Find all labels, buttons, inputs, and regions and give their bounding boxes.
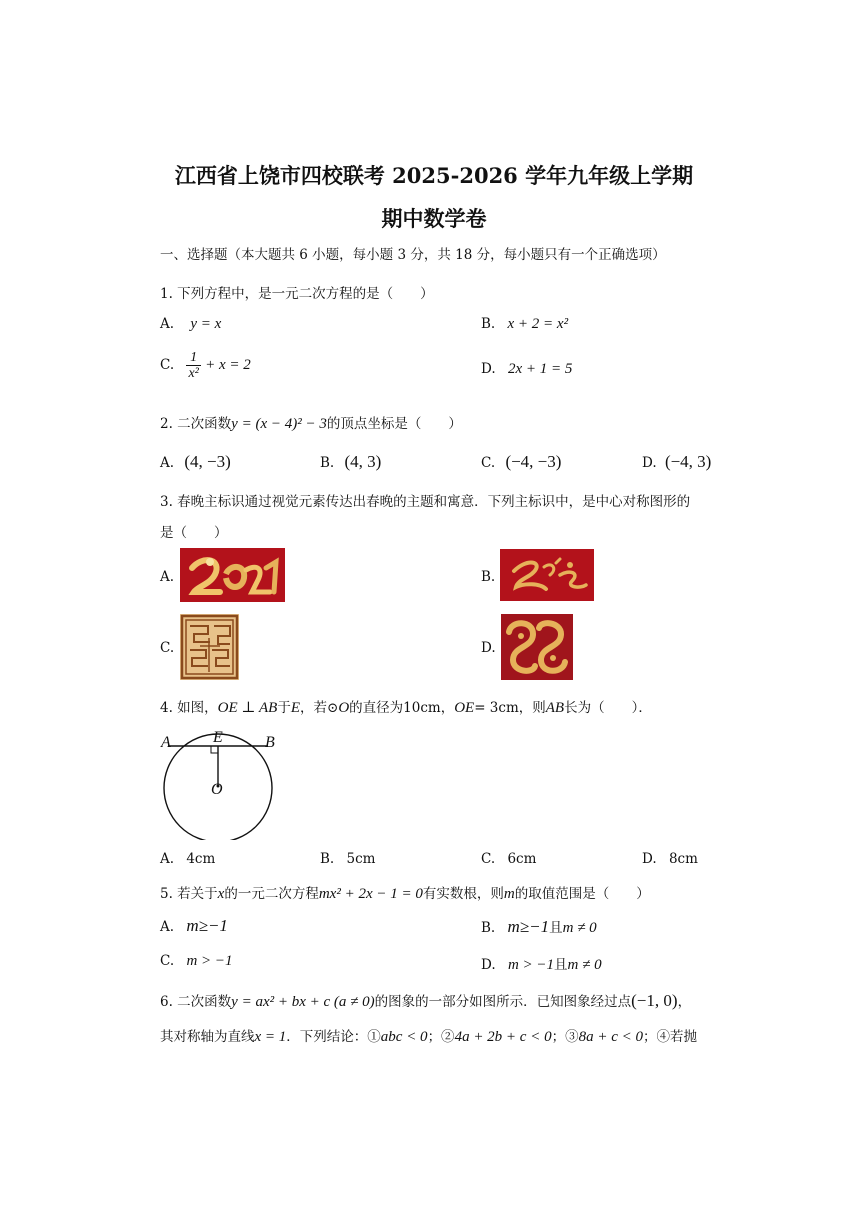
stem-math: E xyxy=(290,700,300,716)
option-value: 6cm xyxy=(507,851,537,867)
fraction xyxy=(186,350,200,381)
option-label: D. xyxy=(481,957,496,973)
option-math: m > −1 xyxy=(186,953,233,969)
option-math: (4, −3) xyxy=(184,452,231,471)
option-text: 且 xyxy=(549,920,563,936)
option-math: (4, 3) xyxy=(344,452,382,471)
figure-label-e: E xyxy=(213,729,223,746)
option-label: B. xyxy=(481,316,496,332)
stem-math: x xyxy=(217,886,225,902)
q4-stem xyxy=(160,696,652,717)
figure-label-b: B xyxy=(265,734,275,751)
stem-math: 4a + 2b + c < 0 xyxy=(454,1029,552,1045)
stem-text: = 3cm，则 xyxy=(474,700,546,716)
q2-option-b xyxy=(320,452,381,472)
option-label: C. xyxy=(481,455,496,471)
option-value: 4cm xyxy=(186,851,216,867)
stem-math: y = (x − 4)² − 3 xyxy=(231,416,327,432)
q1-option-a xyxy=(160,316,221,333)
title-line-1: 江西省上饶市四校联考 2025-2026 学年九年级上学期 xyxy=(174,163,694,188)
stem-text: 长为（ ）． xyxy=(564,700,652,716)
q6-line-1 xyxy=(160,990,691,1011)
option-label: D. xyxy=(642,455,657,471)
q2-option-a xyxy=(160,452,231,472)
q3-option-b-label: B. xyxy=(481,569,496,585)
stem-text: 6. 二次函数 xyxy=(160,994,232,1010)
option-label: A. xyxy=(160,919,175,935)
q1-option-b xyxy=(481,316,568,333)
stem-math: AB xyxy=(545,700,565,716)
q1-stem: 1. 下列方程中，是一元二次方程的是（ ） xyxy=(160,286,434,302)
option-value: 5cm xyxy=(346,851,376,867)
figure-label-o: O xyxy=(211,781,223,798)
logo-b-image xyxy=(500,549,594,601)
stem-math: O xyxy=(338,700,350,716)
q4-option-d xyxy=(642,851,698,867)
q1-option-c xyxy=(160,350,251,381)
stem-math: m xyxy=(503,886,515,902)
stem-text: ， xyxy=(677,994,692,1010)
stem-math: y = ax² + bx + c (a ≠ 0) xyxy=(231,994,375,1010)
q2-stem xyxy=(160,412,462,433)
stem-text: 的一元二次方程 xyxy=(224,886,319,902)
q2-option-c xyxy=(481,452,561,472)
stem-math: mx² + 2x − 1 = 0 xyxy=(318,886,423,902)
option-math: m ≠ 0 xyxy=(567,957,602,973)
stem-text: 2. 二次函数 xyxy=(160,416,232,432)
q3-stem-line-1: 3. 春晚主标识通过视觉元素传达出春晚的主题和寓意．下列主标识中，是中心对称图形的 xyxy=(160,494,691,510)
stem-math: 8a + c < 0 xyxy=(578,1029,643,1045)
q5-option-b xyxy=(481,916,597,937)
option-math: (−4, 3) xyxy=(664,452,712,471)
stem-math: OE xyxy=(454,700,475,716)
stem-text: ；④若抛 xyxy=(643,1029,697,1045)
option-math: 2x + 1 = 5 xyxy=(507,361,573,377)
option-math: m ≠ 0 xyxy=(562,920,597,936)
logo-a-image xyxy=(180,548,285,602)
q3-stem-line-2: 是（ ） xyxy=(160,525,228,541)
logo-c-image xyxy=(180,614,239,680)
q1-option-d xyxy=(481,361,572,378)
option-label: B. xyxy=(320,851,335,867)
stem-math: OE ⊥ AB xyxy=(217,700,278,716)
stem-math: x = 1 xyxy=(254,1029,287,1045)
option-label: A. xyxy=(160,455,175,471)
option-label: C. xyxy=(160,357,175,373)
option-label: C. xyxy=(481,851,496,867)
stem-text: ，若⊙ xyxy=(300,700,339,716)
option-label: D. xyxy=(481,361,496,377)
q5-stem xyxy=(160,882,650,903)
option-label: C. xyxy=(160,953,175,969)
stem-text: 的图象的一部分如图所示．已知图象经过点 xyxy=(374,994,632,1010)
q5-option-c xyxy=(160,953,233,970)
logo-d-image xyxy=(501,614,573,680)
option-text: 且 xyxy=(554,957,568,973)
q5-option-d xyxy=(481,953,602,974)
q6-line-2 xyxy=(160,1025,697,1046)
option-math: m≥−1 xyxy=(507,917,550,936)
option-label: D. xyxy=(642,851,657,867)
stem-text: 4. 如图， xyxy=(160,700,218,716)
q3-option-c-label: C. xyxy=(160,640,175,656)
q4-option-b xyxy=(320,851,375,867)
stem-text: ；③ xyxy=(551,1029,579,1045)
q3-option-d-label: D. xyxy=(481,640,496,656)
figure-label-a: A xyxy=(161,734,171,751)
option-math: y = x xyxy=(190,316,222,332)
option-math: m > −1 xyxy=(507,957,555,973)
stem-text: 的顶点坐标是（ ） xyxy=(326,416,462,432)
q4-option-c xyxy=(481,851,536,867)
stem-text: ；② xyxy=(427,1029,455,1045)
stem-text: 有实数根，则 xyxy=(422,886,504,902)
option-math: (−4, −3) xyxy=(505,452,562,471)
option-math: x + 2 = x² xyxy=(507,316,569,332)
option-math: + x = 2 xyxy=(205,357,251,373)
option-value: 8cm xyxy=(668,851,698,867)
option-label: A. xyxy=(160,851,175,867)
option-label: A. xyxy=(160,316,175,332)
fraction-denominator: x² xyxy=(188,366,199,381)
section-heading: 一、选择题（本大题共 6 小题，每小题 3 分，共 18 分，每小题只有一个正确选项） xyxy=(160,247,666,263)
stem-text: ．下列结论：① xyxy=(286,1029,381,1045)
q3-option-a-label: A. xyxy=(160,569,175,585)
title-line-2: 期中数学卷 xyxy=(381,206,487,231)
stem-math: abc < 0 xyxy=(380,1029,428,1045)
stem-text: 5. 若关于 xyxy=(160,886,218,902)
stem-text: 的取值范围是（ ） xyxy=(514,886,650,902)
option-math: m≥−1 xyxy=(186,916,228,935)
q4-option-a xyxy=(160,851,215,867)
q5-option-a xyxy=(160,916,228,936)
q2-option-d xyxy=(642,452,711,472)
option-label: B. xyxy=(320,455,335,471)
stem-text: 于 xyxy=(277,700,291,716)
fraction-numerator: 1 xyxy=(186,350,200,366)
stem-text: 的直径为10cm， xyxy=(349,700,455,716)
option-label: B. xyxy=(481,920,496,936)
stem-text: 其对称轴为直线 xyxy=(160,1029,255,1045)
stem-math: (−1, 0) xyxy=(631,991,678,1010)
